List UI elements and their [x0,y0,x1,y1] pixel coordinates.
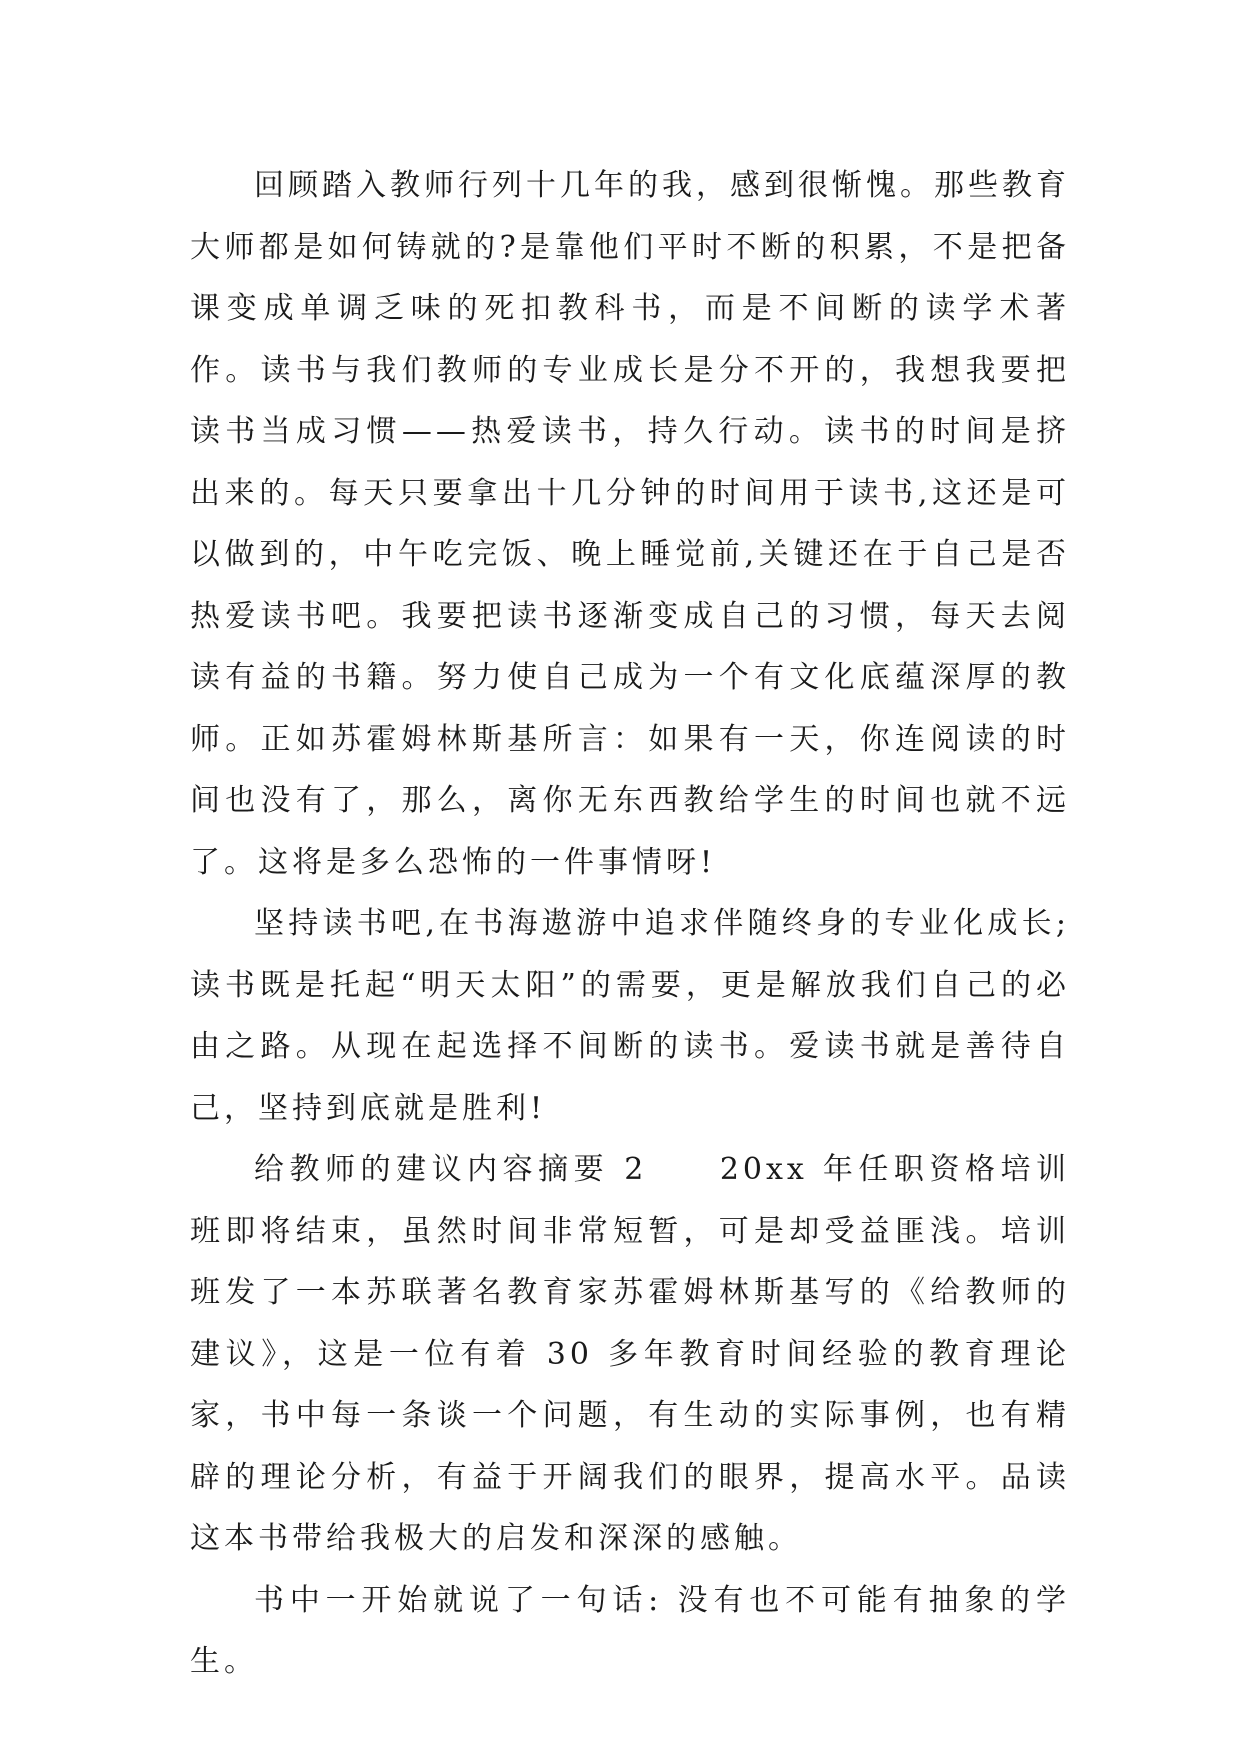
paragraph-abstract-student: 书中一开始就说了一句话: 没有也不可能有抽象的学生。 [190,1582,1070,1679]
document-body [190,155,1070,1693]
paragraph-book-summary: 给教师的建议内容摘要 2 20xx 年任职资格培训班即将结束，虽然时间非常短暂，可是却受益匪浅。培训班发了一本苏联著名教育家苏霍姆林斯基写的《给教师的建议》，这是一位有着 30 多年教育时间经验的教育理论家，书中每一条谈一个问题，有生动的实际事例，也有精辟的理论分析，有益于开阔我们的眼界，提高水平。品读这本书带给我极大的启发和深深的感触。 [190,1152,1070,1556]
paragraph-keep-reading: 坚持读书吧,在书海遨游中追求伴随终身的专业化成长;读书既是托起“明天太阳”的需要，更是解放我们自己的必由之路。从现在起选择不间断的读书。爱读书就是善待自己，坚持到底就是胜利! [190,906,1070,1126]
paragraph-reading-habit: 回顾踏入教师行列十几年的我，感到很惭愧。那些教育大师都是如何铸就的?是靠他们平时不断的积累，不是把备课变成单调乏味的死扣教科书，而是不间断的读学术著作。读书与我们教师的专业成长是分不开的，我想我要把读书当成习惯——热爱读书，持久行动。读书的时间是挤出来的。每天只要拿出十几分钟的时间用于读书,这还是可以做到的，中午吃完饭、晚上睡觉前,关键还在于自己是否热爱读书吧。我要把读书逐渐变成自己的习惯，每天去阅读有益的书籍。努力使自己成为一个有文化底蕴深厚的教师。正如苏霍姆林斯基所言：如果有一天，你连阅读的时间也没有了，那么，离你无东西教给学生的时间也就不远了。这将是多么恐怖的一件事情呀! [190,168,1070,880]
